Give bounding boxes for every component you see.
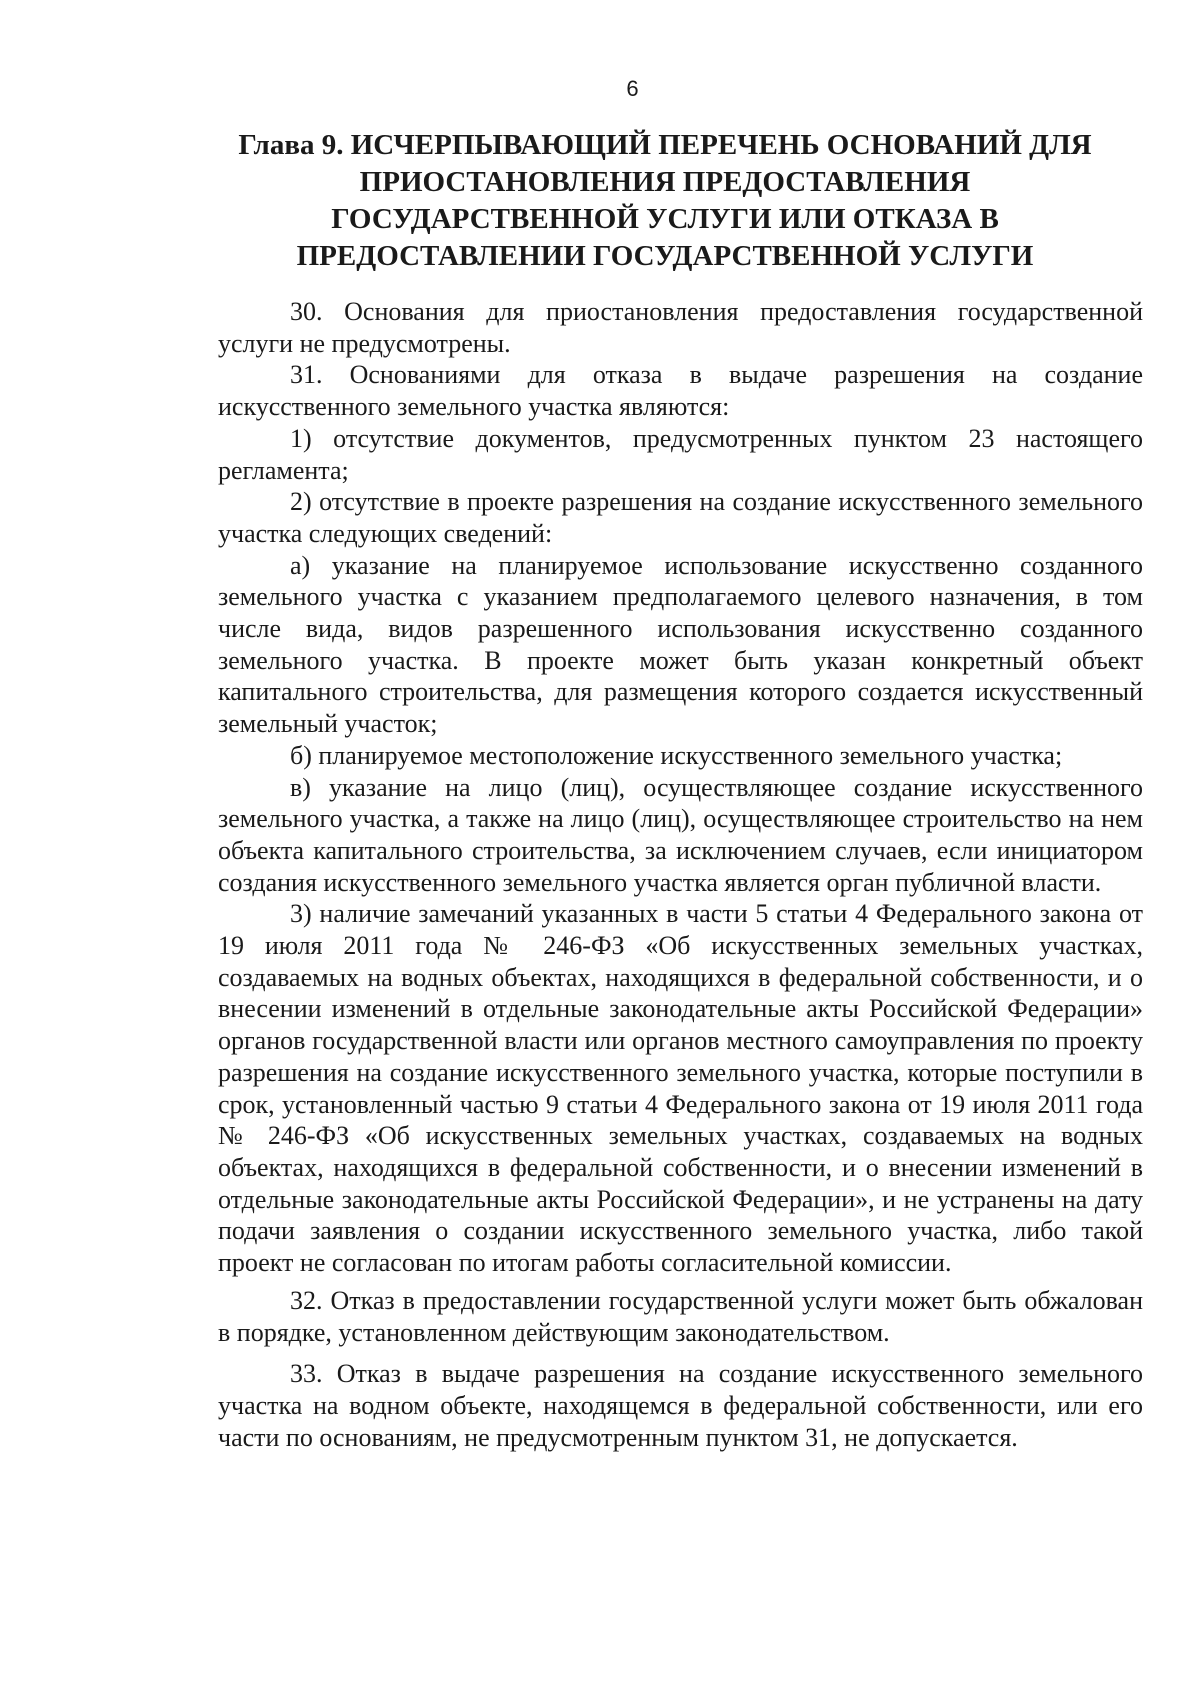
document-body [218,296,1143,1453]
paragraph-31-item-2b: б) планируемое местоположение искусственного земельного участка; [290,740,1063,770]
paragraph-33: 33. Отказ в выдаче разрешения на создание искусственного земельного участка на водном объекте, находящемся в федеральной собственности, или его части по основаниям, не предусмотренным пунктом 31, не допускается. [218,1359,1143,1452]
paragraph-31-item-3: 3) наличие замечаний указанных в части 5 статьи 4 Федерального закона от 19 июля 2011 года № 246-ФЗ «Об искусственных земельных участках, создаваемых на водных объектах, находящихся в федеральной собственности, и о внесении изменений в отдельные законодательные акты Российской Федерации» органов государственной власти или органов местного самоуправления по проекту разрешения на создание искусственного земельного участка, которые поступили в срок, установленный частью 9 статьи 4 Федерального закона от 19 июля 2011 года № 246-ФЗ «Об искусственных земельных участках, создаваемых на водных объектах, находящихся в федеральной собственности, и о внесении изменений в отдельные законодательные акты Российской Федерации», и не устранены на дату подачи заявления о создании искусственного земельного участка, либо такой проект не согласован по итогам работы согласительной комиссии. [218,899,1143,1278]
paragraph-30: 30. Основания для приостановления предоставления государственной услуги не предусмотрены. [218,297,1143,358]
page-number: 6 [626,76,639,101]
paragraph-31-item-2a: а) указание на планируемое использование искусственно созданного земельного участка с указанием предполагаемого целевого назначения, в том числе вида, видов разрешенного использования искусственно созданного земельного участка. В проекте может быть указан конкретный объект капитального строительства, для размещения которого создается искусственный земельный участок; [218,550,1143,739]
paragraph-31: 31. Основаниями для отказа в выдаче разрешения на создание искусственного земельного участка являются: [218,360,1143,422]
paragraph-31-item-2v: в) указание на лицо (лиц), осуществляющее создание искусственного земельного участка, а также на лицо (лиц), осуществляющее строительство на нем объекта капитального строительства, за исключением случаев, если инициатором создания искусственного земельного участка является орган публичной власти. [218,772,1143,897]
chapter-title: Глава 9. ИСЧЕРПЫВАЮЩИЙ ПЕРЕЧЕНЬ ОСНОВАНИЙ ДЛЯ ПРИОСТАНОВЛЕНИЯ ПРЕДОСТАВЛЕНИЯ ГОСУДАРСТВЕННОЙ УСЛУГИ ИЛИ ОТКАЗА В ПРЕДОСТАВЛЕНИИ ГОСУДАРСТВЕННОЙ УСЛУГИ [238,129,1092,272]
paragraph-32: 32. Отказ в предоставлении государственной услуги может быть обжалован в порядке, установленном действующим законодательством. [218,1285,1143,1347]
paragraph-31-item-2: 2) отсутствие в проекте разрешения на создание искусственного земельного участка следующих сведений: [218,487,1143,548]
paragraph-31-item-1: 1) отсутствие документов, предусмотренных пунктом 23 настоящего регламента; [218,423,1143,485]
